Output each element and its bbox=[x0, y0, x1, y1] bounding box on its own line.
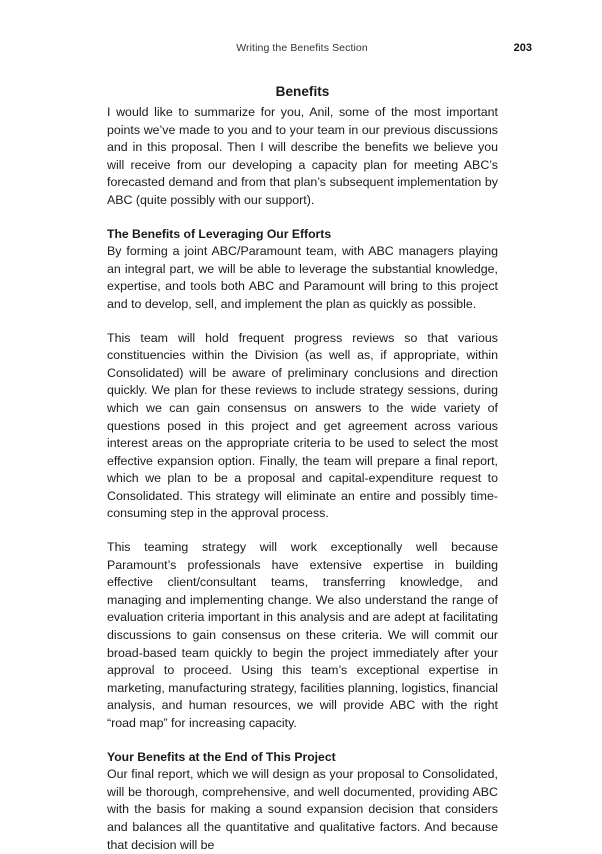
leveraging-paragraph-3: This teaming strategy will work exceptionally well because Paramount’s professionals have extensive expertise in building effective client/consultant teams, transferring knowledge, and managing and implementing change. We also understand the range of evaluation criteria important in this analysis and are adept at facilitating discussions to gain consensus on these criteria. We will commit our broad-based team quickly to begin the project immediately after your approval to proceed. Using this team’s exceptional expertise in marketing, manufacturing strategy, facilities planning, logistics, financial analysis, and human resources, we will provide ABC with the right “road map” for increasing capacity. bbox=[107, 540, 498, 730]
intro-paragraph: I would like to summarize for you, Anil, some of the most important points we’ve made to you and to your team in our previous discussions and in this proposal. Then I will describe the benefits we believe you will receive from our developing a capacity plan for meeting ABC’s forecasted demand and from that plan’s subsequent implementation by ABC (quite possibly with our support). bbox=[107, 105, 498, 207]
section-title: Benefits bbox=[275, 84, 330, 99]
end-benefits-paragraph: Our final report, which we will design as your proposal to Consolidated, will be thorough, comprehensive, and well documented, providing ABC with the basis for making a sound expansion decision that considers and balances all the quantitative and qualitative factors. And because that decision will be bbox=[107, 767, 498, 852]
leveraging-paragraph-2: This team will hold frequent progress reviews so that various constituencies within the Division (as well as, if appropriate, within Consolidated) will be aware of preliminary conclusions and direction quickly. We plan for these reviews to include strategy sessions, during which we can gain consensus on answers to the wide variety of questions posed in this project and get agreement across various interest areas on the appropriate criteria to be used to select the most effective expansion option. Finally, the team will prepare a final report, which we plan to be a proposal and capital-expenditure request to Consolidated. This strategy will eliminate an entire and possibly time-consuming step in the approval process. bbox=[107, 330, 498, 521]
leveraging-heading: The Benefits of Leveraging Our Efforts bbox=[107, 226, 332, 241]
spacer bbox=[107, 733, 498, 749]
spacer bbox=[107, 210, 498, 226]
running-title: Writing the Benefits Section bbox=[236, 42, 368, 54]
spacer bbox=[107, 314, 498, 330]
page-number: 203 bbox=[513, 42, 532, 54]
end-benefits-heading: Your Benefits at the End of This Project bbox=[107, 749, 336, 764]
running-header bbox=[106, 42, 532, 58]
leveraging-paragraph-1: By forming a joint ABC/Paramount team, with ABC managers playing an integral part, we will be able to leverage the substantial knowledge, expertise, and tools both ABC and Paramount will bring to this project and to develop, sell, and implement the plan as quickly as possible. bbox=[107, 244, 498, 311]
spacer bbox=[107, 523, 498, 539]
page-body bbox=[107, 83, 498, 854]
